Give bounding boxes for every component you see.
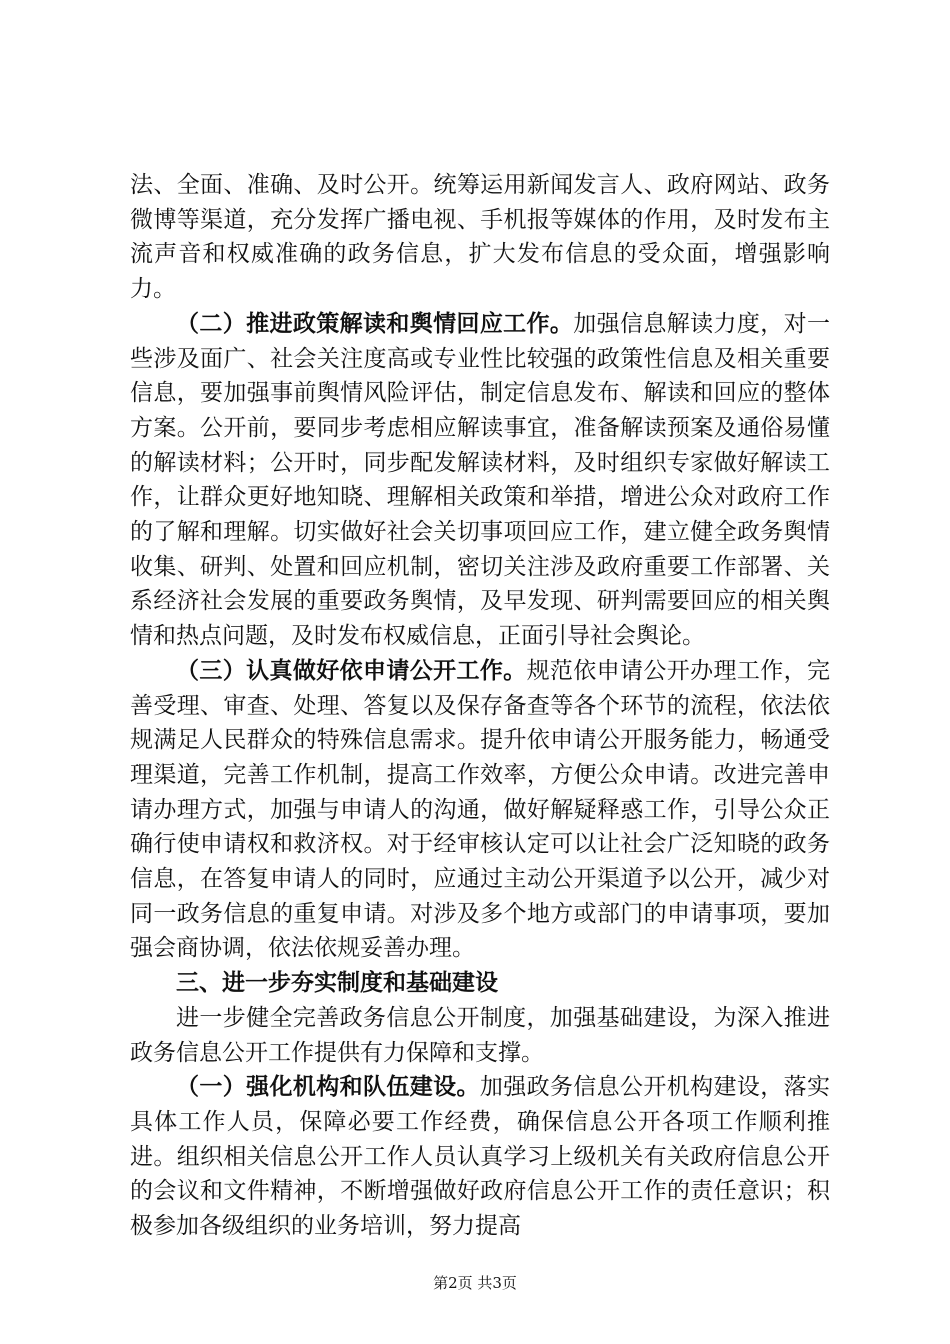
paragraph-text: 规范依申请公开办理工作，完善受理、审查、处理、答复以及保存备查等各个环节的流程，依法依规满足人民群众的特殊信息需求。提升依申请公开服务能力，畅通受理渠道，完善工作机制，提高工作效率，方便公众申请。改进完善申请办理方式，加强与申请人的沟通，做好解疑释惑工作，引导公众正确行使申请权和救济权。对于经审核认定可以让社会广泛知晓的政务信息，在答复申请人的同时，应通过主动公开渠道予以公开，减少对同一政务信息的重复申请。对涉及多个地方或部门的申请事项，要加强会商协调，依法依规妥善办理。 — [130, 657, 831, 962]
paragraph-lead: （三）认真做好依申请公开工作。 — [176, 657, 527, 684]
paragraph-continuation — [130, 168, 830, 307]
section-heading-text: 三、进一步夯实制度和基础建设 — [176, 970, 498, 997]
paragraph-section-intro — [130, 1001, 830, 1070]
paragraph-lead: （二）推进政策解读和舆情回应工作。 — [176, 310, 574, 337]
paragraph-policy-interpretation — [130, 307, 830, 654]
paragraph-lead: （一）强化机构和队伍建设。 — [176, 1074, 480, 1101]
paragraph-application-disclosure — [130, 654, 830, 966]
document-body — [130, 168, 830, 1244]
paragraph-text: 进一步健全完善政务信息公开制度，加强基础建设，为深入推进政务信息公开工作提供有力保障和支撑。 — [130, 1004, 830, 1066]
page-footer — [0, 1272, 950, 1293]
paragraph-text: 加强政务信息公开机构建设，落实具体工作人员，保障必要工作经费，确保信息公开各项工作顺利推进。组织相关信息公开工作人员认真学习上级机关有关政府信息公开的会议和文件精神，不断增强做好政府信息公开工作的责任意识；积极参加各级组织的业务培训，努力提高 — [130, 1074, 831, 1240]
paragraph-team-building — [130, 1070, 830, 1244]
paragraph-text: 法、全面、准确、及时公开。统筹运用新闻发言人、政府网站、政务微博等渠道，充分发挥广播电视、手机报等媒体的作用，及时发布主流声音和权威准确的政务信息，扩大发布信息的受众面，增强影响力。 — [130, 172, 830, 303]
paragraph-text: 加强信息解读力度，对一些涉及面广、社会关注度高或专业性比较强的政策性信息及相关重要信息，要加强事前舆情风险评估，制定信息发布、解读和回应的整体方案。公开前，要同步考虑相应解读事宜，准备解读预案及通俗易懂的解读材料；公开时，同步配发解读材料，及时组织专家做好解读工作，让群众更好地知晓、理解相关政策和举措，增进公众对政府工作的了解和理解。切实做好社会关切事项回应工作，建立健全政务舆情收集、研判、处置和回应机制，密切关注涉及政府重要工作部署、关系经济社会发展的重要政务舆情，及早发现、研判需要回应的相关舆情和热点问题，及时发布权威信息，正面引导社会舆论。 — [130, 310, 831, 650]
page-number: 第2页 共3页 — [433, 1274, 517, 1292]
section-heading — [130, 966, 830, 1001]
